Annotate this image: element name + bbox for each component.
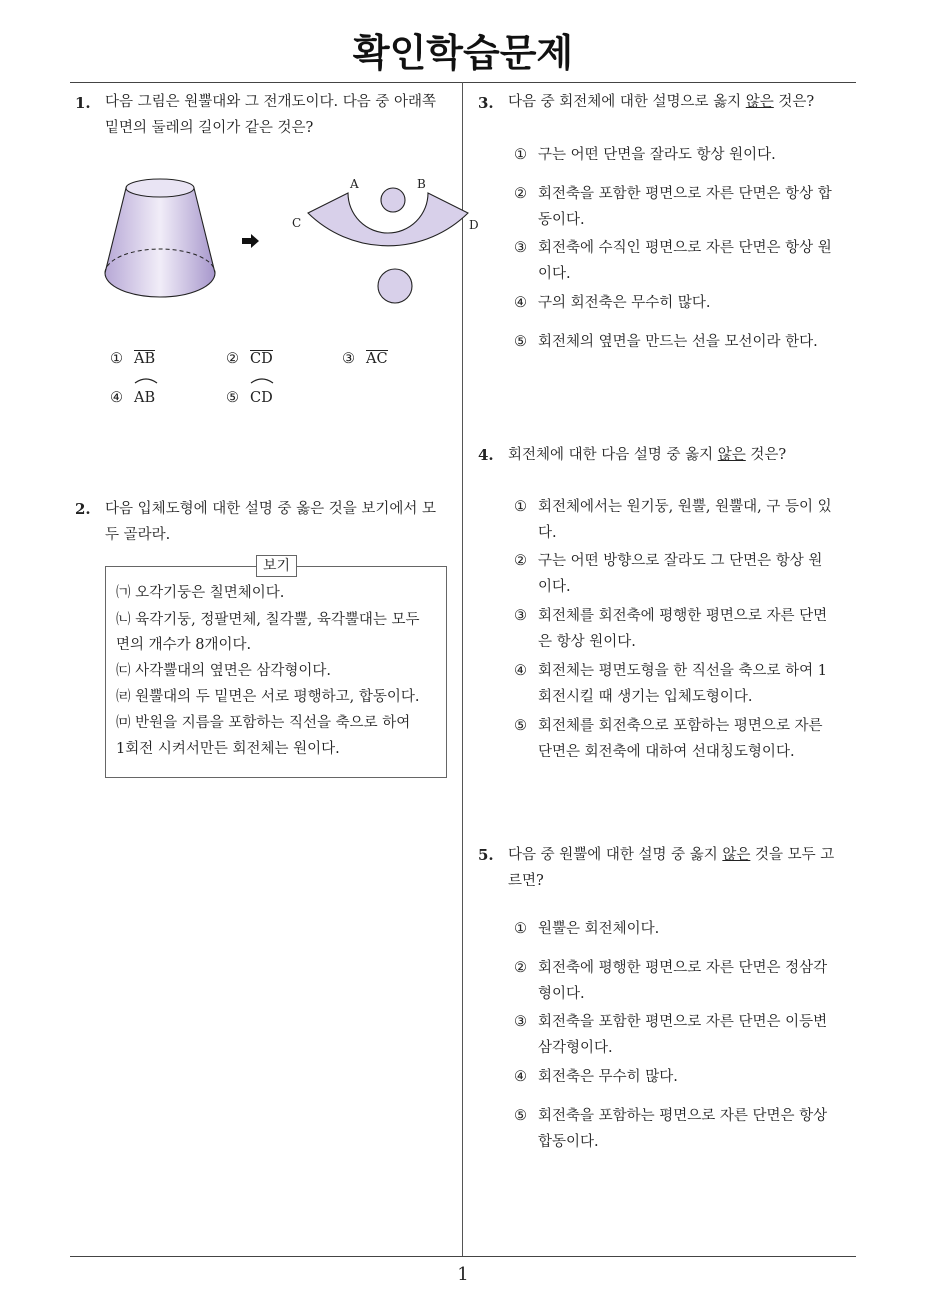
bogi-item-2-cont: 면의 개수가 8개이다. — [116, 637, 252, 653]
question-2-text-line1: 다음 입체도형에 대한 설명 중 옳은 것을 보기에서 모 — [105, 501, 437, 517]
q5-option-4[interactable]: ④ 회전축은 무수히 많다. — [514, 1069, 678, 1085]
q1-option-1[interactable]: ① AB — [110, 351, 156, 367]
q4-option-3-cont: 은 항상 원이다. — [538, 634, 636, 650]
question-5-text-line1: 다음 중 원뿔에 대한 설명 중 옳지 않은 것을 모두 고 — [508, 847, 835, 863]
question-1-number: 1. — [75, 94, 91, 112]
bogi-item-5: ㈄ 반원을 지름을 포함하는 직선을 축으로 하여 — [116, 715, 411, 731]
q4-option-5[interactable]: ⑤ 회전체를 회전축으로 포함하는 평면으로 자른 — [514, 718, 823, 734]
net-label-c: C — [292, 216, 302, 230]
segment-label: AB — [134, 351, 156, 367]
question-3-number: 3. — [478, 94, 494, 112]
q3-option-5[interactable]: ⑤ 회전체의 옆면을 만드는 선을 모선이라 한다. — [514, 334, 818, 350]
q1-option-2[interactable]: ② CD — [226, 351, 273, 367]
q4-option-1[interactable]: ① 회전체에서는 원기둥, 원뿔, 원뿔대, 구 등이 있 — [514, 499, 832, 515]
arc-label: AB — [134, 390, 156, 406]
emphasis-underline: 않은 — [722, 847, 751, 863]
net-label-b: B — [417, 177, 426, 191]
arc-label: CD — [250, 390, 273, 406]
q4-option-2[interactable]: ② 구는 어떤 방향으로 잘라도 그 단면은 항상 원 — [514, 553, 823, 569]
q3-option-1[interactable]: ① 구는 어떤 단면을 잘라도 항상 원이다. — [514, 147, 776, 163]
q5-option-1[interactable]: ① 원뿔은 회전체이다. — [514, 921, 660, 937]
question-1-text-line1: 다음 그림은 원뿔대와 그 전개도이다. 다음 중 아래쪽 — [105, 94, 437, 110]
q4-option-5-cont: 단면은 회전축에 대하여 선대칭도형이다. — [538, 744, 795, 760]
bogi-item-4: ㈃ 원뿔대의 두 밑면은 서로 평행하고, 합동이다. — [116, 689, 420, 705]
bogi-item-5-cont: 1회전 시켜서만든 회전체는 원이다. — [116, 741, 340, 757]
bottom-rule — [70, 1256, 856, 1257]
question-2-number: 2. — [75, 500, 91, 518]
q4-option-4[interactable]: ④ 회전체는 평면도형을 한 직선을 축으로 하여 1 — [514, 663, 828, 679]
q5-option-3[interactable]: ③ 회전축을 포함한 평면으로 자른 단면은 이등변 — [514, 1014, 828, 1030]
bogi-item-2: ㈁ 육각기둥, 정팔면체, 칠각뿔, 육각뿔대는 모두 — [116, 612, 420, 628]
q4-option-3[interactable]: ③ 회전체를 회전축에 평행한 평면으로 자른 단면 — [514, 608, 828, 624]
arc-mark-icon — [250, 376, 274, 384]
question-2-text-line2: 두 골라라. — [105, 527, 171, 543]
bogi-item-1: ㈀ 오각기둥은 칠면체이다. — [116, 585, 285, 601]
q3-option-4[interactable]: ④ 구의 회전축은 무수히 많다. — [514, 295, 711, 311]
q4-option-1-cont: 다. — [538, 525, 557, 541]
q4-option-2-cont: 이다. — [538, 579, 571, 595]
question-1-text-line2: 밑면의 둘레의 길이가 같은 것은? — [105, 120, 314, 136]
top-rule — [70, 82, 856, 83]
bogi-label: 보기 — [256, 555, 297, 577]
question-4-text: 회전체에 대한 다음 설명 중 옳지 않은 것은? — [508, 447, 787, 463]
question-5-text-line2: 르면? — [508, 873, 544, 889]
q4-option-4-cont: 회전시킬 때 생기는 입체도형이다. — [538, 689, 753, 705]
q3-option-3[interactable]: ③ 회전축에 수직인 평면으로 자른 단면은 항상 원 — [514, 240, 832, 256]
net-label-a: A — [350, 177, 359, 191]
q1-option-4[interactable]: ④ AB — [110, 385, 155, 411]
question-5-number: 5. — [478, 846, 494, 864]
arrow-icon — [242, 234, 260, 248]
q3-option-2-cont: 동이다. — [538, 212, 585, 228]
page-number: 1 — [457, 1264, 469, 1285]
arc-mark-icon — [134, 376, 158, 384]
q5-option-5[interactable]: ⑤ 회전축을 포함하는 평면으로 자른 단면은 항상 — [514, 1108, 828, 1124]
q1-option-3[interactable]: ③ AC — [342, 351, 388, 367]
q3-option-2[interactable]: ② 회전축을 포함한 평면으로 자른 단면은 항상 합 — [514, 186, 832, 202]
q3-option-3-cont: 이다. — [538, 266, 571, 282]
q1-option-5[interactable]: ⑤ CD — [226, 385, 273, 411]
question-4-number: 4. — [478, 446, 494, 464]
frustum-figure — [95, 170, 225, 305]
q5-option-3-cont: 삼각형이다. — [538, 1040, 613, 1056]
q5-option-2[interactable]: ② 회전축에 평행한 평면으로 자른 단면은 정삼각 — [514, 960, 828, 976]
segment-label: AC — [366, 351, 388, 367]
segment-label: CD — [250, 351, 273, 367]
net-figure — [290, 170, 480, 310]
emphasis-underline: 않은 — [745, 94, 774, 110]
q5-option-5-cont: 합동이다. — [538, 1134, 599, 1150]
bogi-item-3: ㈂ 사각뿔대의 옆면은 삼각형이다. — [116, 663, 332, 679]
net-label-d: D — [469, 218, 479, 232]
page-title: 확인학습문제 — [352, 31, 574, 75]
q5-option-2-cont: 형이다. — [538, 986, 585, 1002]
emphasis-underline: 않은 — [717, 447, 746, 463]
question-3-text: 다음 중 회전체에 대한 설명으로 옳지 않은 것은? — [508, 94, 815, 110]
